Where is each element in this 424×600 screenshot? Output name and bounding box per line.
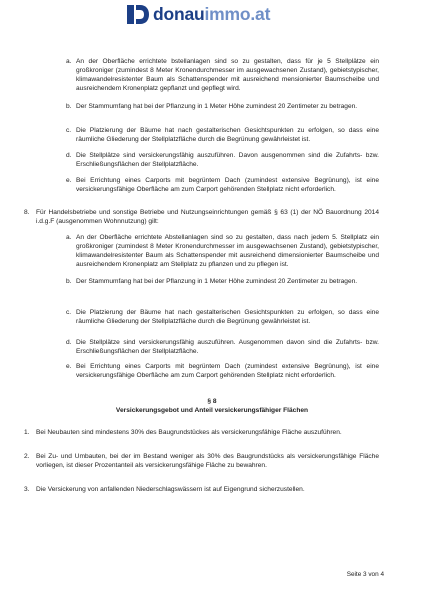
list-item-label: e.: [66, 363, 72, 370]
list-item: [66, 339, 379, 357]
list-item-label: c.: [66, 309, 72, 316]
list-item-text: Die Stellplätze sind versickerungsfähig auszuführen. Ausgenommen davon sind die Zufahrts- bzw. Erschließungsflächen der Stellplatzfläche.: [76, 339, 379, 355]
numbered-item: [24, 486, 379, 495]
numbered-item-label: 2.: [24, 453, 30, 460]
numbered-item-label: 3.: [24, 486, 30, 493]
numbered-item-label: 1.: [24, 429, 30, 436]
logo-text-immo: immo.at: [204, 4, 271, 24]
list-item-text: Die Platzierung der Bäume hat nach gestalterischen Gesichtspunkten zu erfolgen, so dass eine räumliche Gliederung der Stellplatzfläche durch die Begrünung gewährleistet ist.: [76, 127, 379, 143]
list-item-text: An der Oberfläche errichtete bstellanlagen sind so zu gestalten, dass für je 5 Stellplätze ein großkroniger (zumindest 8 Meter Kronendurchmesser im ausgewachsenen Zustand), gebietstypischer, klimawandelresistenter Baum als Schattenspender mit ausreichend mensionierter Baumscheibe und ausreichendem Kronenplatz gepflanzt und gepflegt wird.: [76, 58, 379, 92]
list-item: [66, 127, 379, 145]
list-item-label: b.: [66, 103, 72, 110]
list-item: [66, 309, 379, 327]
numbered-item-text: Die Versickerung von anfallenden Niederschlagswässern ist auf Eigengrund sicherzustellen.: [36, 486, 305, 493]
logo-mark-icon: [127, 5, 149, 24]
list-item-label: c.: [66, 127, 72, 134]
list-item-text: An der Oberfläche errichtete Abstellanlagen sind so zu gestalten, dass nach jedem 5. Stellplatz ein großkroniger (zumindest 8 Meter Kronendurchmesser im ausgewachsenen Zustand), gebietstypischer, klimawandelresistenter Baum als Schattenspender mit ausreichend dimensionierter Baumscheibe und ausreichendem Kronenplatz am Stellplatz zu pflanzen und zu pflegen ist.: [76, 234, 379, 268]
logo-text: [153, 4, 270, 24]
list-item-text: Bei Errichtung eines Carports mit begrüntem Dach (zumindest extensive Begrünung), ist eine versickerungsfähige Oberfläche am zum Carport gehörenden Stellplatz nicht erforderlich.: [76, 177, 379, 193]
list-item: [66, 152, 379, 170]
list-item-label: d.: [66, 339, 72, 346]
list-item-text: Der Stammumfang hat bei der Pflanzung in 1 Meter Höhe zumindest 20 Zentimeter zu betragen.: [76, 278, 358, 285]
list-item-label: a.: [66, 58, 72, 65]
numbered-item: [24, 429, 379, 438]
list-item-text: Bei Errichtung eines Carports mit begrüntem Dach (zumindest extensive Begrünung), ist eine versickerungsfähige Oberfläche am zum Carport gehörenden Stellplatz nicht erforderlich.: [76, 363, 379, 379]
list-item-label: e.: [66, 177, 72, 184]
numbered-item-text: Bei Neubauten sind mindestens 30% des Baugrundstückes als versickerungsfähige Fläche auszuführen.: [36, 429, 342, 436]
list-item: [66, 278, 379, 287]
list-item-text: Die Platzierung der Bäume hat nach gestalterischen Gesichtspunkten zu erfolgen, so dass eine räumliche Gliederung der Stellplatzfläche durch die Begrünung gewährleistet ist.: [76, 309, 379, 325]
page-number: Seite 3 von 4: [346, 571, 384, 578]
numbered-item-label: 8.: [24, 209, 30, 216]
logo-text-donau: donau: [153, 4, 205, 24]
numbered-item-text: Bei Zu- und Umbauten, bei der im Bestand weniger als 30% des Baugrundstücks als versickerungsfähige Fläche vorliegen, ist dieser Prozentanteil als versickerungsfähige Fläche zu bewahren.: [36, 453, 379, 469]
list-item: [66, 177, 379, 195]
donauimmo-logo: [127, 4, 270, 24]
list-item: [66, 58, 379, 94]
list-item: [66, 103, 379, 112]
numbered-item-text: Für Handelsbetriebe und sonstige Betriebe und Nutzungseinrichtungen gemäß § 63 (1) der NÖ Bauordnung 2014 i.d.g.F (ausgenommen Wohnnutzung) gilt:: [36, 209, 379, 225]
list-item-label: d.: [66, 152, 72, 159]
list-item-label: b.: [66, 278, 72, 285]
list-item-text: Der Stammumfang hat bei der Pflanzung in 1 Meter Höhe zumindest 20 Zentimeter zu betragen.: [76, 103, 358, 110]
numbered-item: [24, 453, 379, 471]
list-item-text: Die Stellplätze sind versickerungsfähig auszuführen. Davon ausgenommen sind die Zufahrts- bzw. Erschließungsflächen der Stellplatzfläche.: [76, 152, 379, 168]
list-item: [66, 234, 379, 270]
list-item-label: a.: [66, 234, 72, 241]
section-number: § 8: [207, 398, 217, 405]
numbered-item: [24, 209, 379, 227]
list-item: [66, 363, 379, 381]
section-title: Versickerungsgebot und Anteil versickerungsfähiger Flächen: [115, 407, 309, 414]
